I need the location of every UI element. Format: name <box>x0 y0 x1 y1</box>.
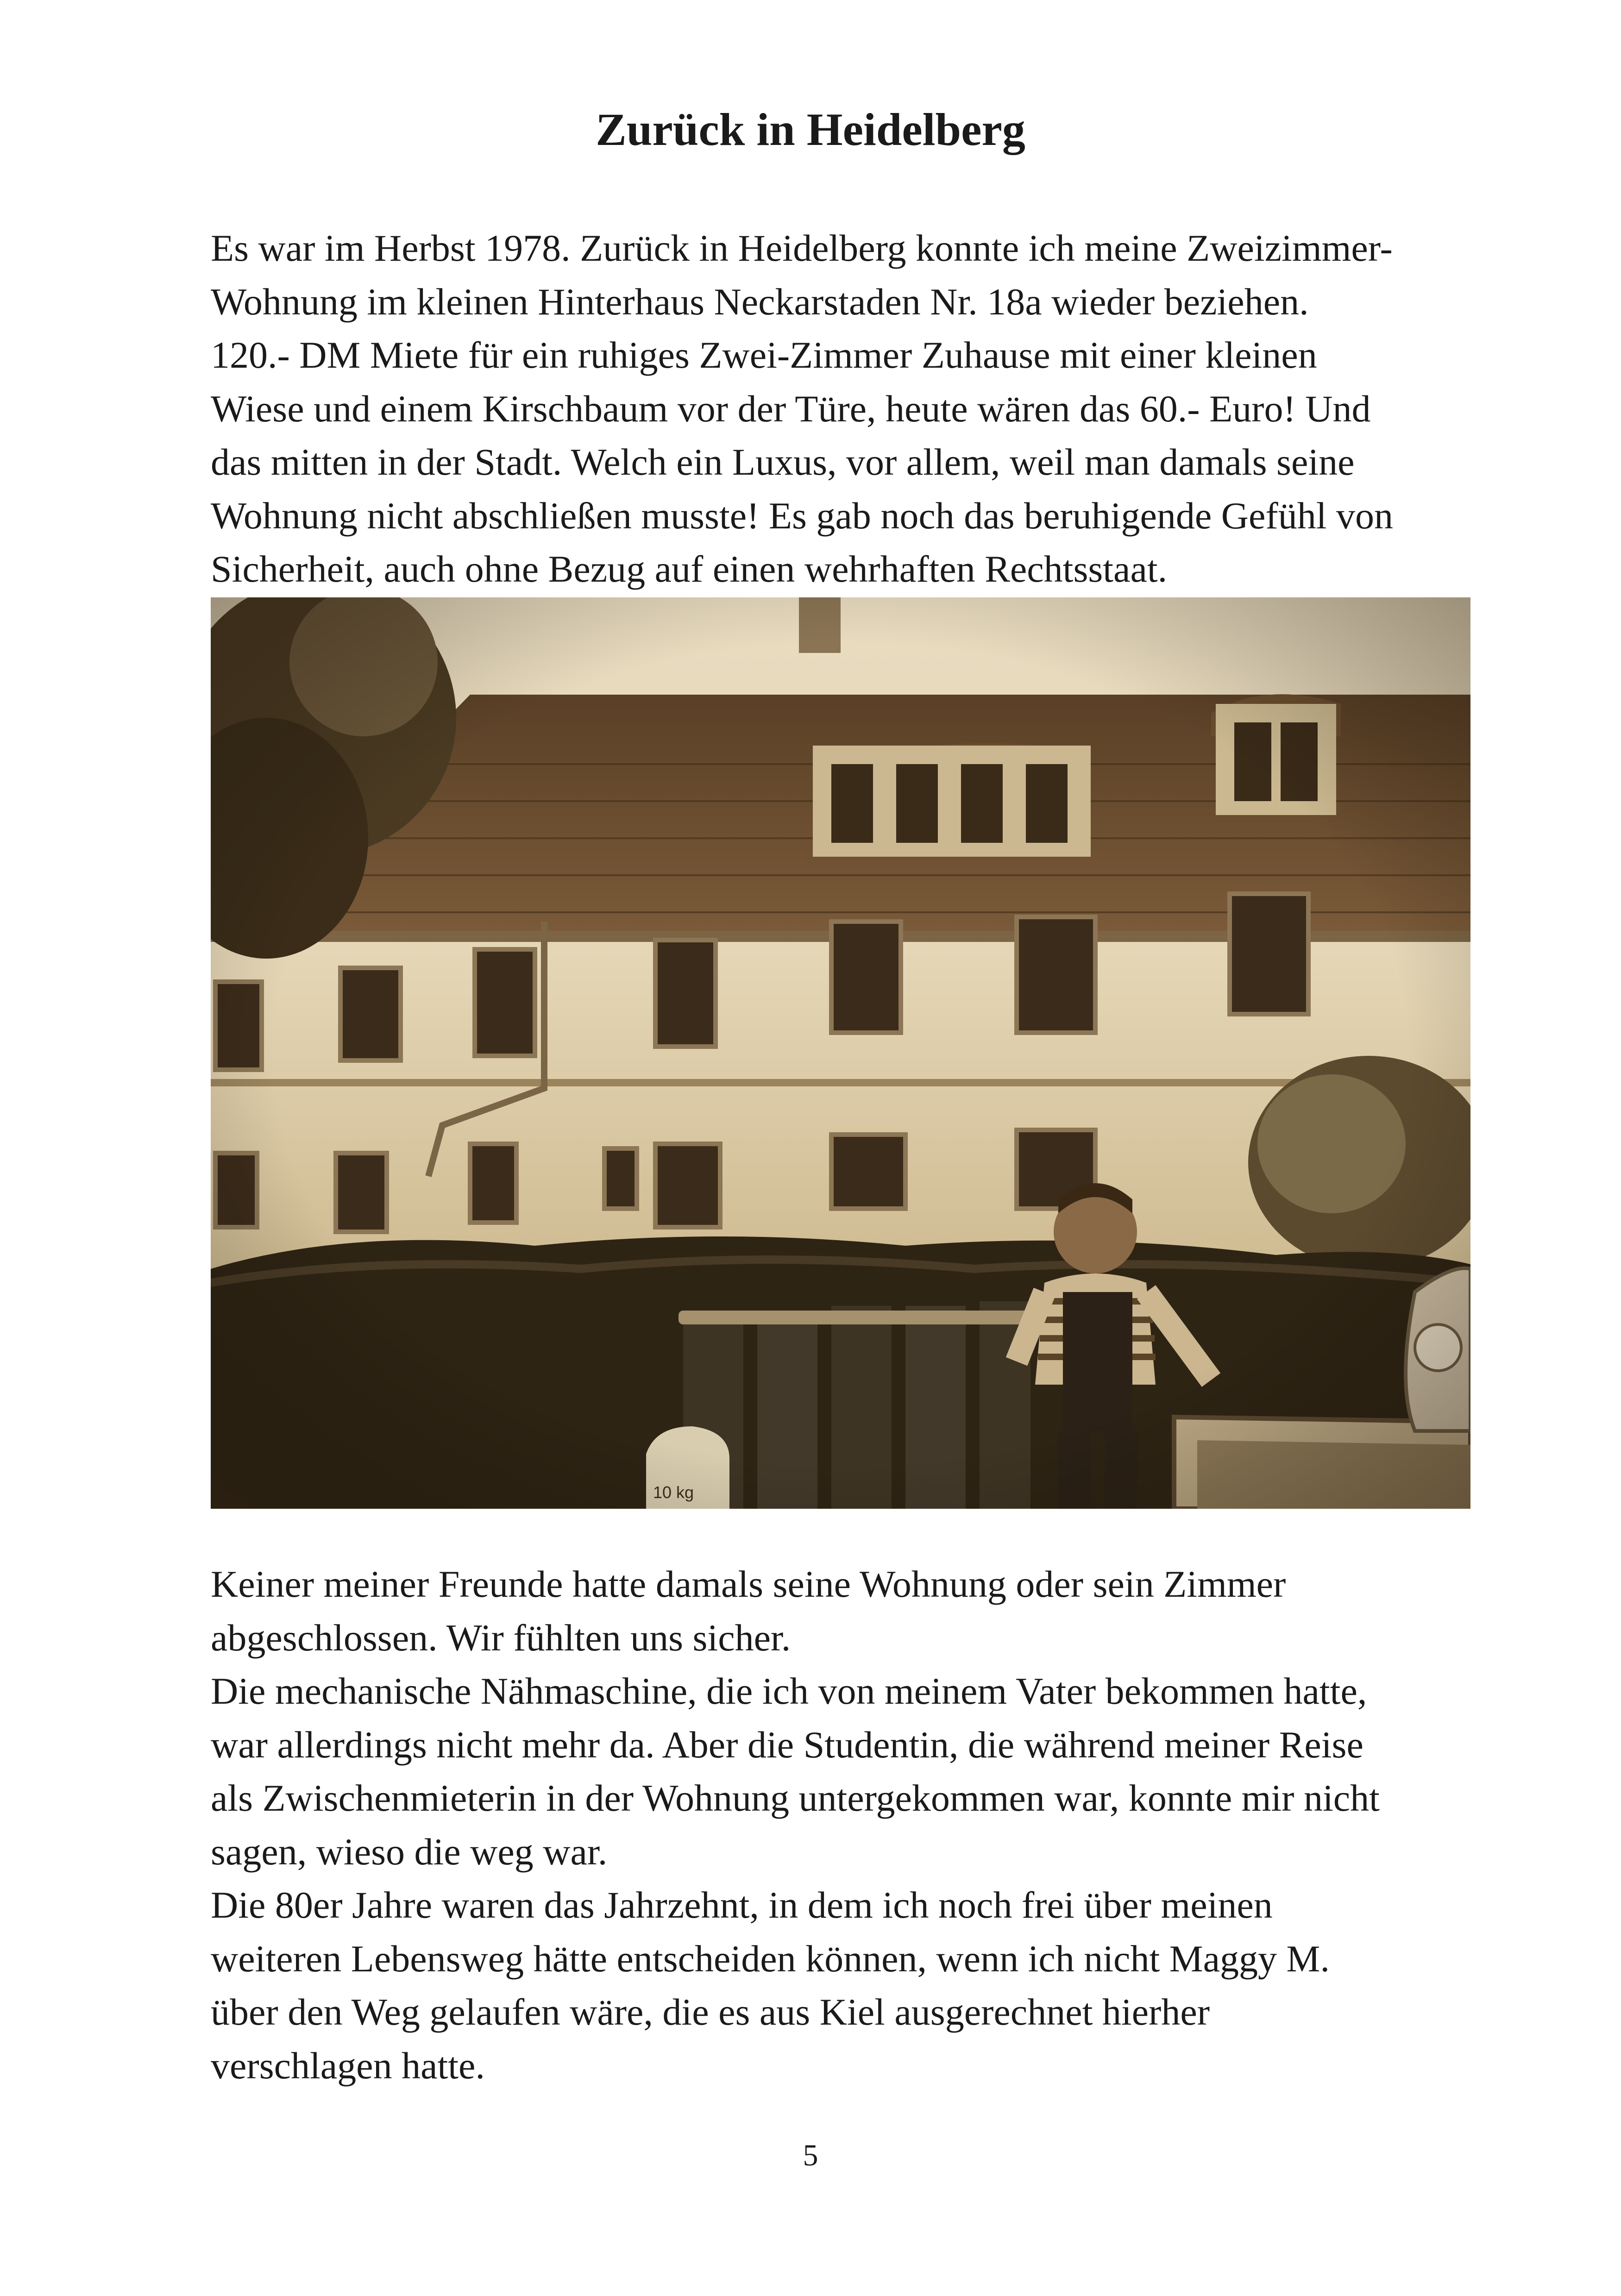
page-number: 5 <box>803 2139 818 2172</box>
text-line: Wiese und einem Kirschbaum vor der Türe, heute wären das 60.- Euro! Und <box>211 387 1371 430</box>
text-line: Sicherheit, auch ohne Bezug auf einen wehrhaften Rechtsstaat. <box>211 548 1168 590</box>
text-line: über den Weg gelaufen wäre, die es aus Kiel ausgerechnet hierher <box>211 1991 1210 2033</box>
text-line: weiteren Lebensweg hätte entscheiden können, wenn ich nicht Maggy M. <box>211 1937 1330 1980</box>
text-line: verschlagen hatte. <box>211 2044 485 2087</box>
text-line: 120.- DM Miete für ein ruhiges Zwei-Zimmer Zuhause mit einer kleinen <box>211 334 1317 376</box>
text-line: Wohnung nicht abschließen musste! Es gab noch das beruhigende Gefühl von <box>211 494 1394 537</box>
text-line: sagen, wieso die weg war. <box>211 1830 608 1873</box>
text-line: das mitten in der Stadt. Welch ein Luxus, vor allem, weil man damals seine <box>211 441 1355 483</box>
text-line: Keiner meiner Freunde hatte damals seine Wohnung oder sein Zimmer <box>211 1563 1286 1605</box>
page-title: Zurück in Heidelberg <box>596 104 1025 155</box>
house-photo <box>211 597 1470 1509</box>
paragraph-main <box>211 1557 1470 2092</box>
text-line: Es war im Herbst 1978. Zurück in Heidelberg konnte ich meine Zweizimmer- <box>211 227 1393 269</box>
text-line: Die mechanische Nähmaschine, die ich von meinem Vater bekommen hatte, <box>211 1670 1367 1712</box>
text-line: Wohnung im kleinen Hinterhaus Neckarstaden Nr. 18a wieder beziehen. <box>211 280 1309 323</box>
text-line: war allerdings nicht mehr da. Aber die Studentin, die während meiner Reise <box>211 1723 1363 1766</box>
photo-illustration <box>211 597 1470 1509</box>
text-line: Die 80er Jahre waren das Jahrzehnt, in dem ich noch frei über meinen <box>211 1884 1273 1926</box>
text-line: abgeschlossen. Wir fühlten uns sicher. <box>211 1616 791 1659</box>
paragraph-intro <box>211 221 1470 596</box>
text-line: als Zwischenmieterin in der Wohnung untergekommen war, konnte mir nicht <box>211 1777 1380 1819</box>
